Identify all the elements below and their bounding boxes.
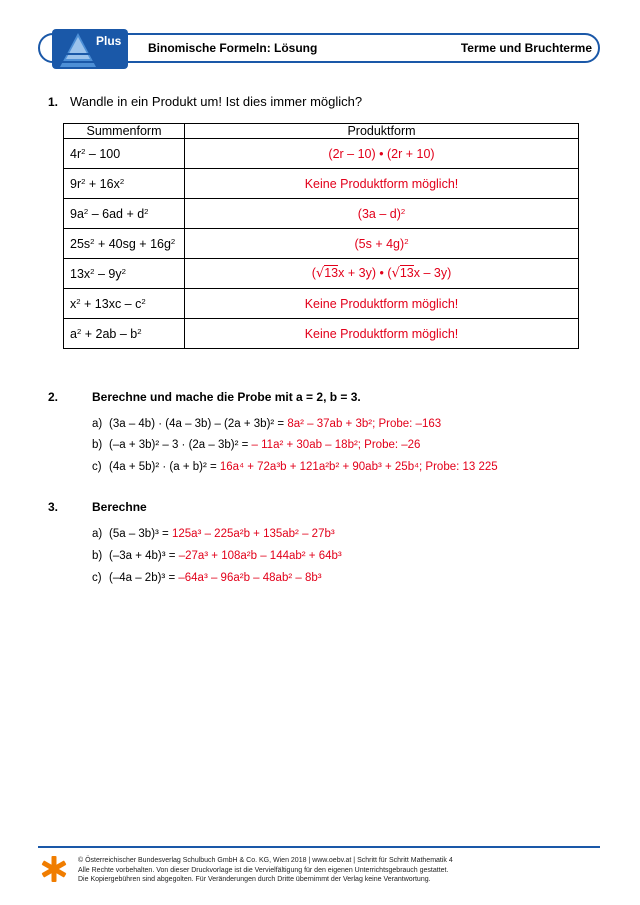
task-number: 3. — [48, 500, 59, 514]
product-form-cell: Keine Produktform möglich! — [185, 169, 579, 199]
page-title: Binomische Formeln: Lösung — [148, 41, 318, 55]
task-instruction: Wandle in ein Produkt um! Ist dies immer möglich? — [70, 94, 363, 109]
col-header-summenform: Summenform — [64, 124, 185, 139]
item-label: a) — [92, 418, 103, 430]
footer-divider — [38, 846, 600, 848]
item-solution: 16a⁴ + 72a³b + 121a²b² + 90ab³ + 25b⁴; Probe: 13 225 — [219, 461, 498, 473]
product-form-cell: $(5s + 4g)^2$ — [185, 229, 579, 259]
item-label: a) — [92, 528, 103, 540]
table-row — [64, 139, 579, 169]
product-form-table — [63, 123, 579, 349]
table-row — [64, 229, 579, 259]
footer-copyright — [78, 856, 453, 885]
exercise-line — [92, 418, 441, 430]
exercise-line — [92, 439, 420, 451]
col-header-produktform: Produktform — [185, 124, 579, 139]
exercise-line — [92, 528, 335, 540]
table-row — [64, 169, 579, 199]
footer-line: Die Kopiergebühren sind abgegolten. Für Veränderungen durch Dritte übernimmt der Verlag keine Verantwortung. — [78, 876, 431, 883]
footer-line: Alle Rechte vorbehalten. Von dieser Druckvorlage ist die Vervielfältigung für den eigenen Unterrichtsgebrauch gestattet. — [78, 866, 449, 874]
task-number: 2. — [48, 390, 59, 404]
item-label: b) — [92, 439, 103, 451]
sum-form-cell: $9r^2 + 16x^2$ — [64, 169, 185, 199]
sum-form-cell: $4r^2 - 100$ — [64, 139, 185, 169]
product-form-cell: Keine Produktform möglich! — [185, 319, 579, 349]
item-solution: 125a³ – 225a²b + 135ab² – 27b³ — [171, 528, 335, 540]
item-solution: – 11a² + 30ab – 18b²; Probe: –26 — [251, 439, 421, 451]
item-solution: 8a² – 37ab + 3b²; Probe: –163 — [287, 418, 442, 430]
product-form-cell: Keine Produktform möglich! — [185, 289, 579, 319]
item-label: c) — [92, 461, 102, 473]
item-expression: (4a + 5b)² · (a + b)² = — [109, 461, 220, 473]
product-form-cell: (2r – 10) • (2r + 10) — [185, 139, 579, 169]
table-row — [64, 289, 579, 319]
item-solution: –27a³ + 108a²b – 144ab² + 64b³ — [178, 550, 342, 562]
task-number: 1. — [48, 95, 59, 109]
item-expression: (3a – 4b) · (4a – 3b) – (2a + 3b)² = — [109, 418, 288, 430]
product-form-cell: (√13x + 3y) • (√13x – 3y) — [185, 259, 579, 289]
task-heading: Berechne und mache die Probe mit a = 2, b = 3. — [92, 390, 361, 404]
table-row — [64, 199, 579, 229]
exercise-line — [92, 572, 322, 584]
sum-form-cell: $25s^2 + 40sg + 16g^2$ — [64, 229, 185, 259]
exercise-line — [92, 461, 498, 473]
item-solution: –64a³ – 96a²b – 48ab² – 8b³ — [178, 572, 322, 584]
table-row — [64, 319, 579, 349]
footer-line: © Österreichischer Bundesverlag Schulbuch GmbH & Co. KG, Wien 2018 | www.oebv.at | Schritt für Schritt Mathematik 4 — [78, 857, 453, 864]
sum-form-cell: $9a^2 - 6ad + d^2$ — [64, 199, 185, 229]
item-expression: (5a – 3b)³ = — [109, 528, 172, 540]
logo-text: Plus — [96, 34, 122, 48]
table-row — [64, 259, 579, 289]
task-heading: Berechne — [92, 500, 147, 514]
section-title: Terme und Bruchterme — [460, 41, 592, 55]
sum-form-cell: $13x^2 - 9y^2$ — [64, 259, 185, 289]
sum-form-cell: $x^2 + 13xc - c^2$ — [64, 289, 185, 319]
product-form-cell: (3a – d)$^2$ — [185, 199, 579, 229]
exercise-line — [92, 550, 342, 562]
asterisk-logo-icon — [40, 855, 68, 883]
item-expression: (–4a – 2b)³ = — [109, 572, 179, 584]
sum-form-cell: $a^2 + 2ab - b^2$ — [64, 319, 185, 349]
item-label: b) — [92, 550, 103, 562]
item-label: c) — [92, 572, 102, 584]
plus-logo — [52, 29, 128, 69]
item-expression: (–a + 3b)² – 3 · (2a – 3b)² = — [109, 439, 252, 451]
item-expression: (–3a + 4b)³ = — [109, 550, 179, 562]
